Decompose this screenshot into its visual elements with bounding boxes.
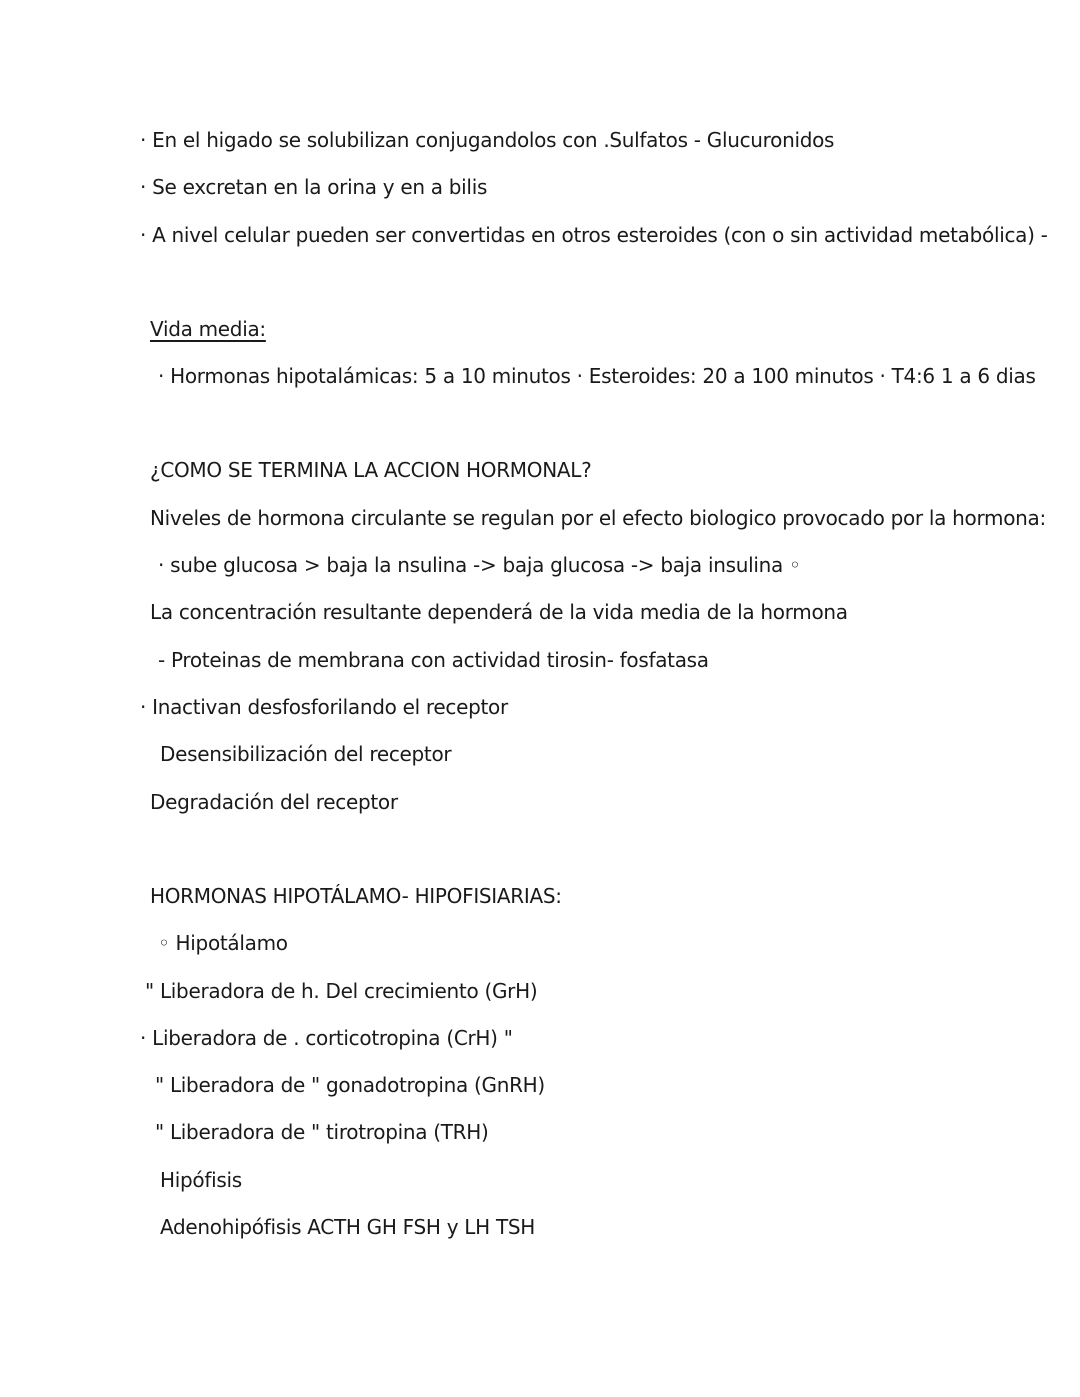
note-line-liver-solubilization: · En el higado se solubilizan conjugandolos con .Sulfatos - Glucuronidos [140, 128, 835, 152]
note-line-cellular-conversion: · A nivel celular pueden ser convertidas en otros esteroides (con o sin actividad metabólica) - [140, 223, 1048, 247]
note-line-gnrh: " Liberadora de " gonadotropina (GnRH) [155, 1073, 545, 1097]
note-line-adenohipofisis: Adenohipófisis ACTH GH FSH y LH TSH [160, 1215, 535, 1239]
note-line-membrane-proteins: - Proteinas de membrana con actividad tirosin- fosfatasa [158, 648, 709, 672]
note-line-resulting-concentration: La concentración resultante dependerá de la vida media de la hormona [150, 600, 848, 624]
note-line-hipofisis: Hipófisis [160, 1168, 242, 1192]
section-heading-hipotalamo-hipofisiarias: HORMONAS HIPOTÁLAMO- HIPOFISIARIAS: [150, 884, 562, 908]
note-line-grh: " Liberadora de h. Del crecimiento (GrH) [145, 979, 538, 1003]
note-line-trh: " Liberadora de " tirotropina (TRH) [155, 1120, 489, 1144]
section-heading-vida-media: Vida media: [150, 317, 266, 341]
note-line-degradation: Degradación del receptor [150, 790, 398, 814]
note-line-half-lives: · Hormonas hipotalámicas: 5 a 10 minutos · Esteroides: 20 a 100 minutos · T4:6 1 a 6 dias [158, 364, 1036, 388]
note-line-glucose-example: · sube glucosa > baja la nsulina -> baja glucosa -> baja insulina ◦ [158, 553, 801, 577]
note-line-circulating-levels: Niveles de hormona circulante se regulan por el efecto biologico provocado por la hormona: [150, 506, 1046, 530]
note-line-desensitization: Desensibilización del receptor [160, 742, 452, 766]
note-line-excretion: · Se excretan en la orina y en a bilis [140, 175, 488, 199]
note-line-crh: · Liberadora de . corticotropina (CrH) " [140, 1026, 513, 1050]
note-line-hipotalamo: ◦ Hipotálamo [158, 931, 288, 955]
section-heading-accion-hormonal: ¿COMO SE TERMINA LA ACCION HORMONAL? [150, 458, 592, 482]
note-line-inactivation: · Inactivan desfosforilando el receptor [140, 695, 508, 719]
